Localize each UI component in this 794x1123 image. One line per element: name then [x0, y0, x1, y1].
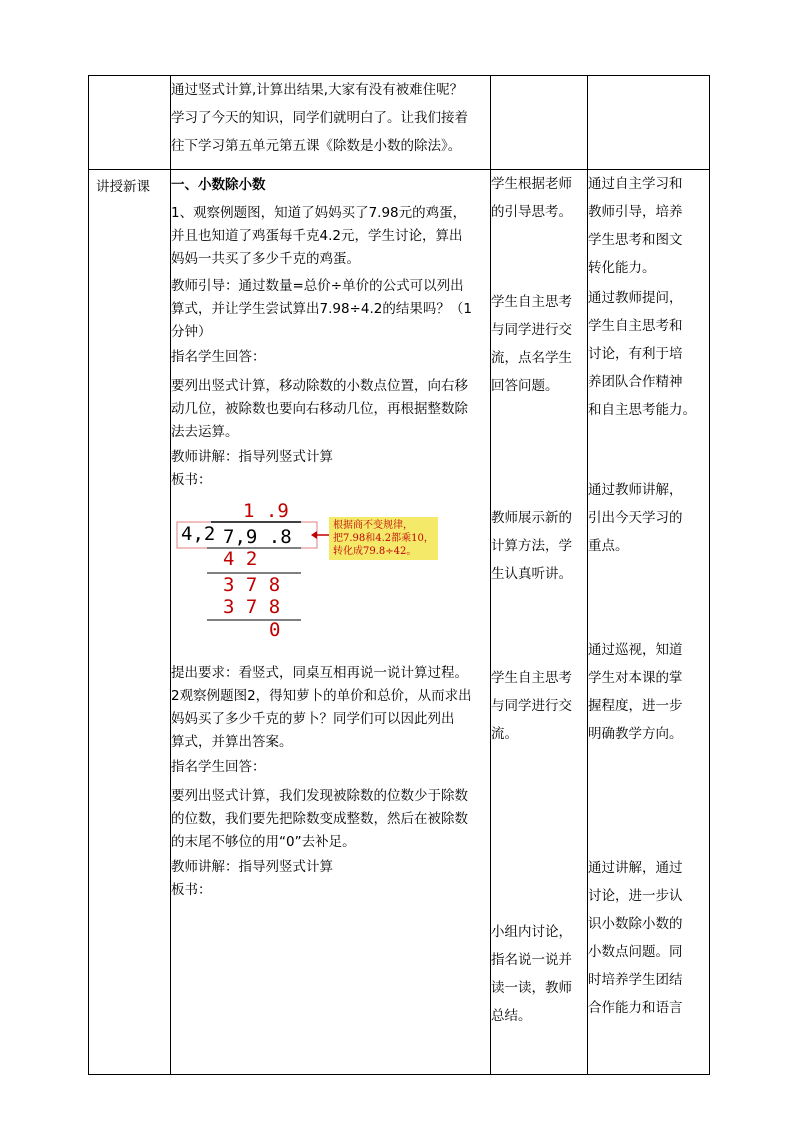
- design-purpose: [588, 636, 709, 748]
- text-line: 通过自主学习和: [588, 176, 683, 192]
- explanation-note: [329, 517, 438, 560]
- section-label-cell: [89, 170, 171, 1075]
- paragraph: [171, 785, 490, 854]
- text-line: 重点。: [588, 538, 629, 554]
- design-purpose: [588, 854, 709, 1022]
- text-line: 动几位，被除数也要向右移动几位，再根据整数除: [171, 401, 468, 417]
- section-label: 讲授新课: [96, 179, 150, 195]
- section-heading: 一、小数除小数: [171, 177, 266, 193]
- paragraph: [171, 662, 490, 754]
- text-line: 识小数除小数的: [588, 916, 683, 932]
- student-activity: [491, 664, 587, 748]
- student-activity: [491, 170, 587, 226]
- text-line: 转化能力。: [588, 260, 656, 276]
- note-line: 转化成79.8÷42。: [333, 546, 417, 557]
- divisor: 4,2: [181, 523, 216, 545]
- text-line: 养团队合作精神: [588, 374, 683, 390]
- text-line: 计算方法，学: [491, 538, 572, 554]
- text-line: 的位数，我们要先把除数变成整数，然后在被除数: [171, 811, 468, 827]
- text-line: 合作能力和语言: [588, 1000, 683, 1016]
- text-line: 学生自主思考和: [588, 318, 683, 334]
- text-line: 和自主思考能力。: [588, 402, 696, 418]
- student-activity-cell: [491, 170, 588, 1075]
- text-line: 与同学进行交: [491, 698, 572, 714]
- text-line: 并且也知道了鸡蛋每千克4.2元，学生讨论，算出: [171, 228, 463, 244]
- arrow-head: [311, 531, 317, 539]
- step-value: 4 2: [223, 548, 258, 570]
- text-line: 指名学生回答：: [171, 759, 266, 775]
- intro-line: 通过竖式计算,计算出结果,大家有没有被难住呢？: [171, 82, 464, 98]
- text-line: 明确教学方向。: [588, 726, 683, 742]
- text-line: 读一读，教师: [491, 980, 572, 996]
- student-activity: [491, 504, 587, 588]
- content-cell: [171, 170, 491, 1075]
- text-line: 通过讲解，通过: [588, 860, 683, 876]
- lesson-plan-table: [88, 75, 710, 1075]
- text-line: 学生根据老师: [491, 176, 572, 192]
- note-line: 根据商不变规律，: [333, 520, 413, 531]
- paragraph: [171, 202, 490, 271]
- text-line: 要列出竖式计算，移动除数的小数点位置，向右移: [171, 378, 468, 394]
- dividend: 7,9 .8: [223, 526, 292, 548]
- design-purpose: [588, 170, 709, 282]
- text-line: 教师引导：通过数量=总价÷单价的公式可以列出: [171, 278, 464, 294]
- text-line: 2观察例题图2，得知萝卜的单价和总价，从而求出: [171, 688, 472, 704]
- text-line: 法去运算。: [171, 424, 239, 440]
- long-division-figure: [171, 502, 490, 662]
- text-line: 教师讲解：指导列竖式计算: [171, 859, 333, 875]
- text-line: 提出要求：看竖式，同桌互相再说一说计算过程。: [171, 665, 468, 681]
- text-line: 通过教师讲解，: [588, 482, 683, 498]
- table-row: [89, 170, 710, 1075]
- step-value: 3 7 8: [223, 574, 281, 596]
- text-line: 的末尾不够位的用“0”去补足。: [171, 834, 356, 850]
- text-line: 通过巡视，知道: [588, 642, 683, 658]
- text-line: 生认真听讲。: [491, 566, 572, 582]
- text-line: 小数点问题。同: [588, 944, 683, 960]
- design-purpose-cell: [588, 170, 710, 1075]
- design-purpose: [588, 476, 709, 560]
- text-line: 的引导思考。: [491, 204, 572, 220]
- text-line: 分钟）: [171, 324, 212, 340]
- intro-line: 往下学习第五单元第五课《除数是小数的除法》。: [171, 138, 462, 154]
- text-line: 1、观察例题图，知道了妈妈买了7.98元的鸡蛋，: [171, 205, 467, 221]
- text-line: 小组内讨论，: [491, 924, 572, 940]
- design-purpose: [588, 284, 709, 424]
- intro-line: 学习了今天的知识，同学们就明白了。让我们接着: [171, 110, 468, 126]
- paragraph: [171, 275, 490, 344]
- text-line: 讨论，进一步认: [588, 888, 683, 904]
- text-line: 讨论，有利于培: [588, 346, 683, 362]
- remainder: 0: [269, 619, 281, 641]
- text-line: 学生自主思考: [491, 670, 572, 686]
- text-line: 总结。: [491, 1008, 532, 1024]
- text-line: 与同学进行交: [491, 322, 572, 338]
- empty-cell: [89, 76, 171, 170]
- text-line: 学生思考和图文: [588, 232, 683, 248]
- text-line: 流。: [491, 726, 518, 742]
- step-value: 3 7 8: [223, 596, 281, 618]
- intro-cell: [171, 76, 491, 170]
- text-line: 流，点名学生: [491, 350, 572, 366]
- text-line: 妈妈买了多少千克的萝卜？同学们可以因此列出: [171, 711, 455, 727]
- text-line: 教师引导，培养: [588, 204, 683, 220]
- text-line: 教师展示新的: [491, 510, 572, 526]
- text-line: 算式，并算出答案。: [171, 734, 293, 750]
- text-line: 回答问题。: [491, 378, 559, 394]
- text-line: 算式，并让学生尝试算出7.98÷4.2的结果吗？（1: [171, 301, 472, 317]
- text-line: 指名学生回答：: [171, 349, 266, 365]
- text-line: 握程度，进一步: [588, 698, 683, 714]
- quotient: 1 .9: [243, 500, 289, 522]
- paragraph: [171, 375, 490, 444]
- table-row: [89, 76, 710, 170]
- empty-cell: [491, 76, 588, 170]
- text-line: 时培养学生团结: [588, 972, 683, 988]
- student-activity: [491, 288, 587, 400]
- note-line: 把7.98和4.2都乘10，: [333, 533, 434, 544]
- text-line: 要列出竖式计算，我们发现被除数的位数少于除数: [171, 788, 468, 804]
- student-activity: [491, 918, 587, 1030]
- text-line: 板书：: [171, 882, 212, 898]
- text-line: 学生自主思考: [491, 294, 572, 310]
- empty-cell: [588, 76, 710, 170]
- text-line: 板书：: [171, 472, 212, 488]
- text-line: 通过教师提问，: [588, 290, 683, 306]
- text-line: 妈妈一共买了多少千克的鸡蛋。: [171, 251, 360, 267]
- text-line: 教师讲解：指导列竖式计算: [171, 449, 333, 465]
- text-line: 学生对本课的掌: [588, 670, 683, 686]
- text-line: 引出今天学习的: [588, 510, 683, 526]
- text-line: 指名说一说并: [491, 952, 572, 968]
